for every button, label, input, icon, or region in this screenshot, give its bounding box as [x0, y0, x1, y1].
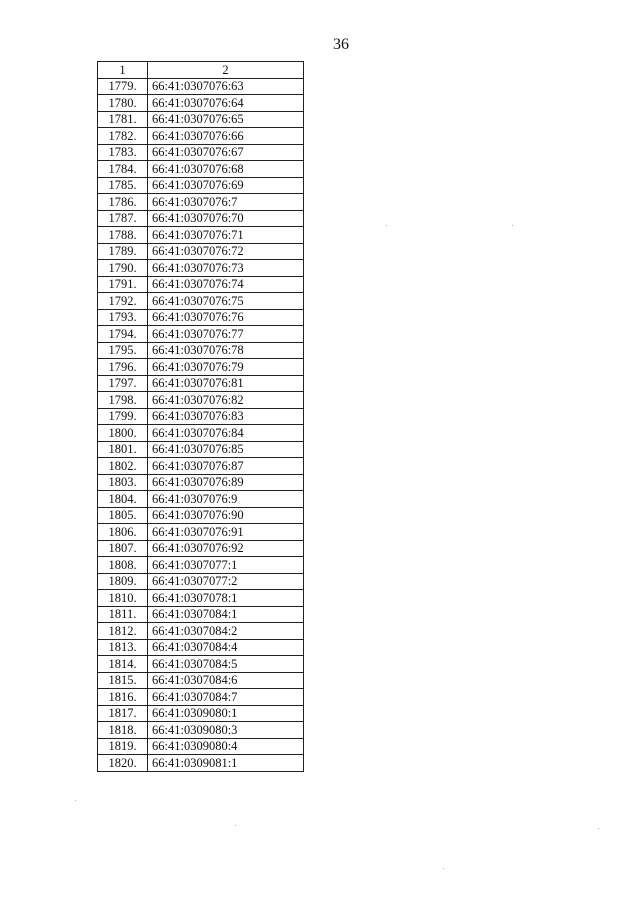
cadastral-number: 66:41:0309081:1 [148, 755, 304, 772]
table-row [98, 78, 304, 95]
table-row [98, 128, 304, 145]
cadastral-number: 66:41:0307076:83 [148, 408, 304, 425]
scan-speck [598, 828, 599, 829]
row-number: 1800. [98, 425, 148, 442]
row-number: 1808. [98, 557, 148, 574]
cadastral-number: 66:41:0307077:1 [148, 557, 304, 574]
scan-speck [443, 868, 444, 869]
cadastral-number: 66:41:0307076:74 [148, 276, 304, 293]
row-number: 1799. [98, 408, 148, 425]
cadastral-number: 66:41:0307076:64 [148, 95, 304, 112]
table-row [98, 441, 304, 458]
table-row [98, 342, 304, 359]
cadastral-table [97, 61, 304, 772]
table-row [98, 227, 304, 244]
cadastral-number: 66:41:0307076:67 [148, 144, 304, 161]
table-row [98, 326, 304, 343]
cadastral-number: 66:41:0307076:75 [148, 293, 304, 310]
table-row [98, 408, 304, 425]
table-row [98, 689, 304, 706]
row-number: 1795. [98, 342, 148, 359]
cadastral-number: 66:41:0307076:76 [148, 309, 304, 326]
row-number: 1801. [98, 441, 148, 458]
table-row [98, 623, 304, 640]
row-number: 1792. [98, 293, 148, 310]
column-header-1: 1 [98, 62, 148, 79]
scan-speck [386, 225, 387, 226]
table-row [98, 491, 304, 508]
cadastral-number: 66:41:0307076:71 [148, 227, 304, 244]
table-row [98, 524, 304, 541]
row-number: 1812. [98, 623, 148, 640]
cadastral-number: 66:41:0307076:69 [148, 177, 304, 194]
table-row [98, 194, 304, 211]
row-number: 1806. [98, 524, 148, 541]
row-number: 1790. [98, 260, 148, 277]
table-row [98, 540, 304, 557]
row-number: 1804. [98, 491, 148, 508]
table-row [98, 425, 304, 442]
row-number: 1815. [98, 672, 148, 689]
table-row [98, 656, 304, 673]
cadastral-number: 66:41:0307076:66 [148, 128, 304, 145]
cadastral-number: 66:41:0307076:89 [148, 474, 304, 491]
table-row [98, 507, 304, 524]
table-row [98, 392, 304, 409]
cadastral-number: 66:41:0309080:3 [148, 722, 304, 739]
cadastral-number: 66:41:0307076:68 [148, 161, 304, 178]
cadastral-number: 66:41:0307076:77 [148, 326, 304, 343]
cadastral-number: 66:41:0307076:72 [148, 243, 304, 260]
table-row [98, 309, 304, 326]
table-row [98, 722, 304, 739]
row-number: 1780. [98, 95, 148, 112]
table-row [98, 375, 304, 392]
table-row [98, 573, 304, 590]
table-row [98, 243, 304, 260]
table-row [98, 590, 304, 607]
row-number: 1802. [98, 458, 148, 475]
cadastral-number: 66:41:0307084:2 [148, 623, 304, 640]
row-number: 1786. [98, 194, 148, 211]
row-number: 1818. [98, 722, 148, 739]
row-number: 1793. [98, 309, 148, 326]
table-row [98, 276, 304, 293]
table-row [98, 95, 304, 112]
row-number: 1807. [98, 540, 148, 557]
table-row [98, 705, 304, 722]
table-row [98, 755, 304, 772]
table-row [98, 639, 304, 656]
cadastral-number: 66:41:0307084:1 [148, 606, 304, 623]
cadastral-number: 66:41:0307076:92 [148, 540, 304, 557]
row-number: 1785. [98, 177, 148, 194]
cadastral-number: 66:41:0307084:6 [148, 672, 304, 689]
cadastral-number: 66:41:0307076:78 [148, 342, 304, 359]
cadastral-number: 66:41:0309080:1 [148, 705, 304, 722]
cadastral-number: 66:41:0307076:81 [148, 375, 304, 392]
cadastral-number: 66:41:0307076:63 [148, 78, 304, 95]
row-number: 1819. [98, 738, 148, 755]
row-number: 1791. [98, 276, 148, 293]
row-number: 1796. [98, 359, 148, 376]
table-row [98, 210, 304, 227]
cadastral-number: 66:41:0307076:82 [148, 392, 304, 409]
cadastral-number: 66:41:0307076:91 [148, 524, 304, 541]
cadastral-number: 66:41:0307084:4 [148, 639, 304, 656]
row-number: 1787. [98, 210, 148, 227]
cadastral-number: 66:41:0307076:7 [148, 194, 304, 211]
row-number: 1809. [98, 573, 148, 590]
row-number: 1779. [98, 78, 148, 95]
row-number: 1789. [98, 243, 148, 260]
row-number: 1810. [98, 590, 148, 607]
row-number: 1814. [98, 656, 148, 673]
table-row [98, 260, 304, 277]
row-number: 1803. [98, 474, 148, 491]
cadastral-number: 66:41:0307077:2 [148, 573, 304, 590]
table-row [98, 458, 304, 475]
cadastral-number: 66:41:0307076:9 [148, 491, 304, 508]
table-row [98, 474, 304, 491]
row-number: 1813. [98, 639, 148, 656]
cadastral-number: 66:41:0307084:7 [148, 689, 304, 706]
table-row [98, 293, 304, 310]
row-number: 1805. [98, 507, 148, 524]
table-row [98, 672, 304, 689]
cadastral-number: 66:41:0307076:70 [148, 210, 304, 227]
cadastral-number: 66:41:0309080:4 [148, 738, 304, 755]
row-number: 1820. [98, 755, 148, 772]
row-number: 1811. [98, 606, 148, 623]
table-header-row [98, 62, 304, 79]
table-row [98, 606, 304, 623]
table-row [98, 144, 304, 161]
cadastral-number: 66:41:0307076:90 [148, 507, 304, 524]
cadastral-number: 66:41:0307076:85 [148, 441, 304, 458]
cadastral-number: 66:41:0307078:1 [148, 590, 304, 607]
table-row [98, 557, 304, 574]
page-number: 36 [333, 36, 349, 53]
row-number: 1798. [98, 392, 148, 409]
row-number: 1782. [98, 128, 148, 145]
cadastral-number: 66:41:0307076:65 [148, 111, 304, 128]
cadastral-number: 66:41:0307076:87 [148, 458, 304, 475]
row-number: 1783. [98, 144, 148, 161]
table-row [98, 177, 304, 194]
row-number: 1788. [98, 227, 148, 244]
cadastral-number: 66:41:0307084:5 [148, 656, 304, 673]
scan-speck [235, 825, 236, 826]
table-row [98, 161, 304, 178]
row-number: 1816. [98, 689, 148, 706]
table-body [98, 78, 304, 771]
scan-speck [512, 225, 513, 226]
table-row [98, 738, 304, 755]
row-number: 1784. [98, 161, 148, 178]
cadastral-number: 66:41:0307076:79 [148, 359, 304, 376]
row-number: 1794. [98, 326, 148, 343]
column-header-2: 2 [148, 62, 304, 79]
cadastral-number: 66:41:0307076:73 [148, 260, 304, 277]
scan-speck [75, 800, 76, 801]
row-number: 1781. [98, 111, 148, 128]
row-number: 1797. [98, 375, 148, 392]
row-number: 1817. [98, 705, 148, 722]
cadastral-number: 66:41:0307076:84 [148, 425, 304, 442]
table-row [98, 111, 304, 128]
table-row [98, 359, 304, 376]
